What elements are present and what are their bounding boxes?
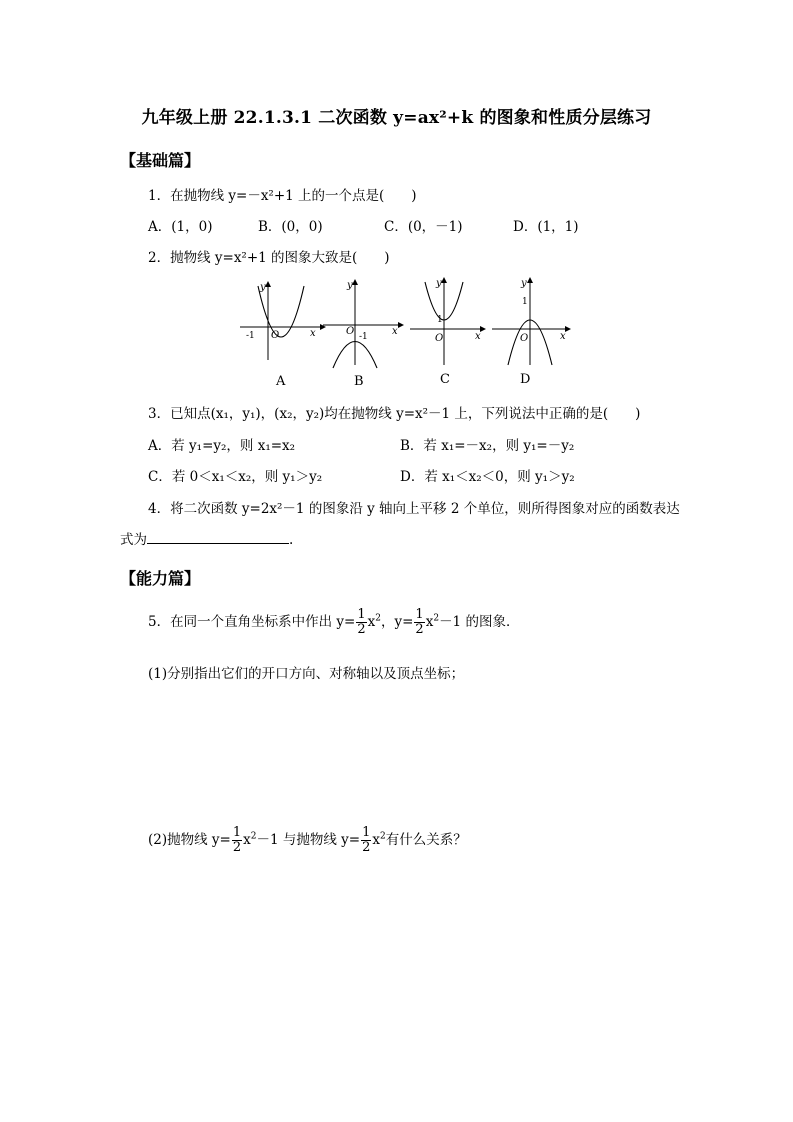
graph-b-tick: -1	[359, 332, 368, 342]
q3-option-b: B．若 x₁=－x₂，则 y₁=－y₂	[400, 438, 575, 454]
graph-d-y-label: y	[521, 278, 527, 289]
q5-part2-end: 有什么关系？	[385, 832, 467, 848]
q3-option-a: A．若 y₁=y₂，则 x₁=x₂	[148, 438, 296, 454]
graph-c-tick: 1	[437, 315, 443, 325]
graph-a-origin: O	[271, 330, 280, 341]
graph-b-x-label: x	[392, 326, 398, 337]
graph-d	[492, 278, 570, 387]
q5-part2-mid: 与抛物线 y=	[282, 832, 361, 848]
fraction-half	[356, 608, 366, 637]
q5-part2-prefix: (2)抛物线 y=	[148, 832, 231, 848]
question-3-stem: 3．已知点(x₁，y₁)，(x₂，y₂)均在抛物线 y=x²－1 上，下列说法中正确的是( )	[148, 406, 641, 422]
question-4-line1: 4．将二次函数 y=2x²－1 的图象沿 y 轴向上平移 2 个单位，则所得图象对应的函数表达	[148, 501, 680, 517]
graph-a-x-label: x	[310, 328, 316, 339]
question-1-stem: 1．在抛物线 y=－x²+1 上的一个点是( )	[148, 188, 417, 204]
graph-a-label: A	[276, 374, 286, 389]
q4-prefix: 式为	[120, 532, 147, 548]
page-title: 九年级上册 22.1.3.1 二次函数 y=ax²+k 的图象和性质分层练习	[141, 108, 652, 128]
graph-d-label: D	[520, 372, 531, 387]
graph-c-origin: O	[435, 333, 444, 344]
fraction-denominator: 2	[415, 622, 424, 637]
graph-c-label: C	[440, 372, 450, 387]
q5-part-2: (2)抛物线 y= $\frac{1}{2}$ $x^2-1$ 与抛物线 y= $\frac{1}{2}$ $x^2$有什么关系？	[148, 825, 467, 855]
graph-c	[410, 278, 485, 387]
question-5-stem: 5．在同一个直角坐标系中作出 y= $\frac{1}{2}$ $x^2$，y= $\frac{1}{2}$ $x^2-1$ 的图象．	[148, 607, 520, 637]
graph-a-tick: -1	[246, 331, 255, 341]
graph-a-parabola	[258, 286, 304, 337]
q4-answer-blank[interactable]	[147, 531, 289, 544]
graph-b-origin: O	[346, 326, 355, 337]
section-basic-heading: 【基础篇】	[120, 151, 201, 170]
q2-graphs	[230, 270, 580, 395]
graph-c-x-label: x	[475, 331, 481, 342]
q3-option-c: C．若 0＜x₁＜x₂，则 y₁＞y₂	[148, 469, 323, 485]
fraction-half	[414, 608, 424, 637]
fraction-numerator: 1	[415, 607, 424, 622]
q1-option-b: B．(0，0)	[258, 219, 323, 235]
question-4-line2	[120, 531, 293, 549]
q5-end: 的图象．	[465, 614, 520, 630]
q1-option-d: D．(1，1)	[513, 219, 579, 235]
fraction-numerator: 1	[232, 825, 242, 840]
graph-d-origin: O	[520, 333, 529, 344]
graph-a-y-label: y	[260, 282, 266, 293]
graph-c-y-label: y	[436, 278, 442, 289]
section-ability-heading: 【能力篇】	[120, 569, 201, 588]
graph-d-tick: 1	[522, 297, 528, 307]
fraction-numerator: 1	[362, 825, 371, 840]
graph-d-x-label: x	[560, 331, 566, 342]
q1-option-a: A．(1，0)	[148, 219, 213, 235]
graph-b	[323, 280, 403, 389]
graph-a	[240, 282, 325, 389]
q4-suffix: .	[289, 532, 294, 548]
q5-part-1: (1)分别指出它们的开口方向、对称轴以及顶点坐标；	[148, 666, 465, 682]
fraction-numerator: 1	[357, 607, 366, 622]
fraction-half	[361, 826, 371, 855]
q3-option-d: D．若 x₁＜x₂＜0，则 y₁＞y₂	[400, 469, 575, 485]
graph-b-label: B	[354, 374, 364, 389]
q5-mid: ，y=	[380, 614, 414, 630]
q1-option-c: C．(0，－1)	[384, 219, 463, 235]
fraction-denominator: 2	[362, 840, 371, 855]
question-2-stem: 2．抛物线 y=x²+1 的图象大致是( )	[148, 250, 390, 266]
fraction-denominator: 2	[357, 622, 366, 637]
graph-b-y-label: y	[347, 280, 353, 291]
fraction-half	[232, 826, 242, 855]
fraction-denominator: 2	[232, 840, 242, 855]
q5-prefix: 5．在同一个直角坐标系中作出 y=	[148, 614, 356, 630]
